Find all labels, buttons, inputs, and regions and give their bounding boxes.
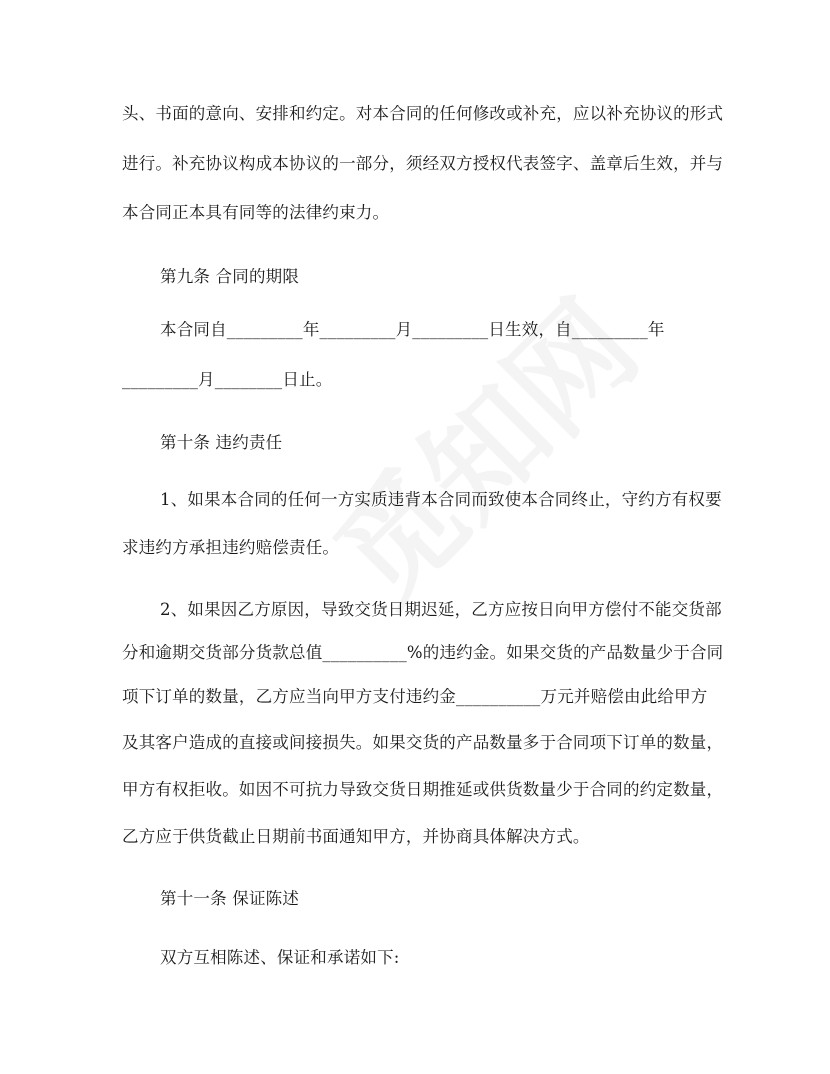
- paragraph-line: 乙方应于供货截止日期前书面通知甲方，并协商具体解决方式。: [122, 827, 590, 846]
- section-heading-11: 第十一条 保证陈述: [160, 889, 300, 908]
- paragraph-line: 及其客户造成的直接或间接损失。如果交货的产品数量多于合同项下订单的数量，: [122, 733, 724, 752]
- paragraph-line: 项下订单的数量，乙方应当向甲方支付违约金__________万元并赔偿由此给甲方: [122, 687, 708, 706]
- paragraph-line: 分和逾期交货部分货款总值__________%的违约金。如果交货的产品数量少于合同: [122, 643, 724, 662]
- paragraph-line: 双方互相陈述、保证和承诺如下:: [160, 948, 400, 967]
- section-heading-10: 第十条 违约责任: [160, 433, 283, 452]
- paragraph-line: 本合同正本具有同等的法律约束力。: [122, 203, 390, 222]
- paragraph-line: 头、书面的意向、安排和约定。对本合同的任何修改或补充，应以补充协议的形式: [122, 104, 724, 123]
- watermark-text: [292, 258, 668, 634]
- paragraph-line: 2、如果因乙方原因，导致交货日期迟延，乙方应按日向甲方偿付不能交货部: [160, 600, 722, 619]
- section-heading-9: 第九条 合同的期限: [160, 267, 300, 286]
- paragraph-line: 本合同自_________年_________月_________日生效，自_________年: [160, 320, 665, 339]
- paragraph-line: 求违约方承担违约赔偿责任。: [122, 538, 340, 557]
- paragraph-line: 1、如果本合同的任何一方实质违背本合同而致使本合同终止，守约方有权要: [160, 490, 722, 509]
- paragraph-line: 进行。补充协议构成本协议的一部分，须经双方授权代表签字、盖章后生效，并与: [122, 154, 724, 173]
- paragraph-line: _________月________日止。: [122, 370, 333, 389]
- paragraph-line: 甲方有权拒收。如因不可抗力导致交货日期推延或供货数量少于合同的约定数量，: [122, 780, 724, 799]
